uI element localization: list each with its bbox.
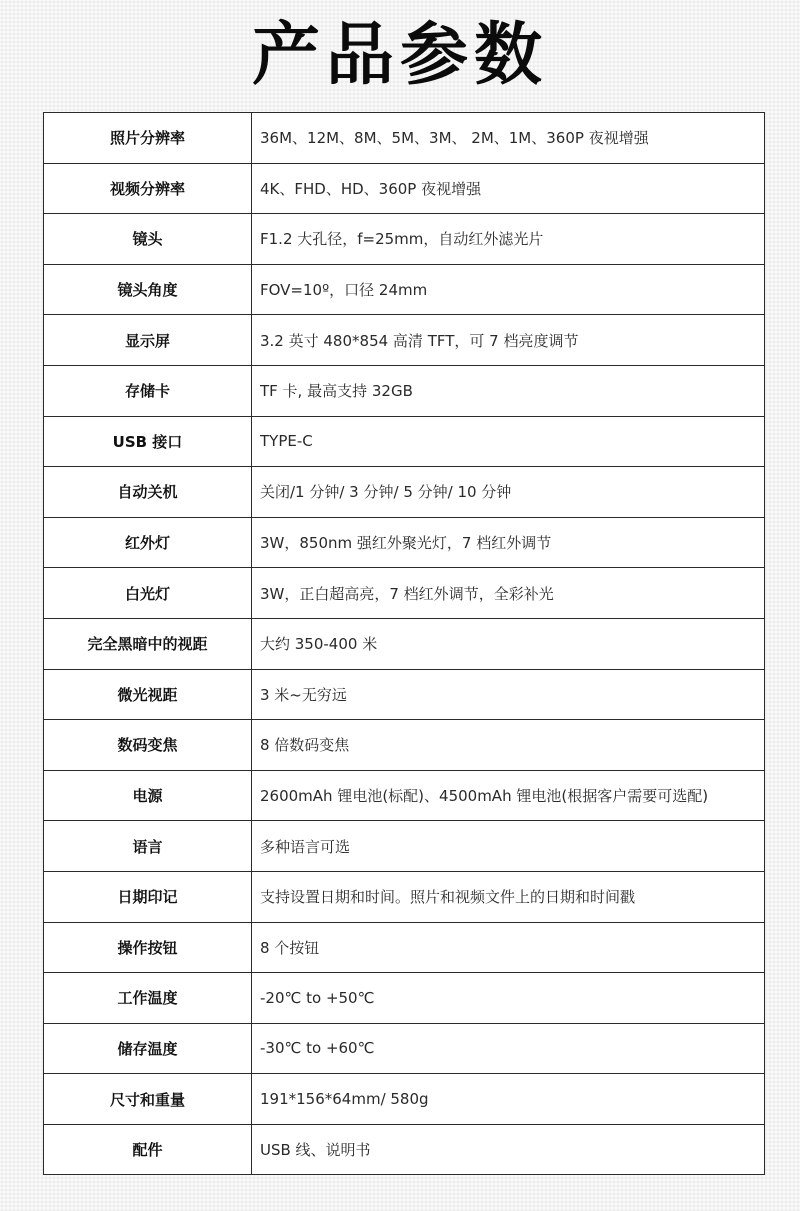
table-row	[44, 871, 765, 922]
table-row	[44, 770, 765, 821]
spec-value: TF 卡, 最高支持 32GB	[252, 365, 765, 416]
spec-label: 数码变焦	[44, 720, 252, 771]
table-row	[44, 365, 765, 416]
spec-value: 2600mAh 锂电池(标配)、4500mAh 锂电池(根据客户需要可选配)	[252, 770, 765, 821]
spec-label: 视频分辨率	[44, 163, 252, 214]
table-row	[44, 214, 765, 265]
table-row	[44, 416, 765, 467]
spec-label: 日期印记	[44, 871, 252, 922]
spec-value: FOV=10º，口径 24mm	[252, 264, 765, 315]
table-row	[44, 618, 765, 669]
spec-value: 3 米~无穷远	[252, 669, 765, 720]
table-row	[44, 315, 765, 366]
spec-label: 完全黑暗中的视距	[44, 618, 252, 669]
spec-value: F1.2 大孔径，f=25mm，自动红外滤光片	[252, 214, 765, 265]
spec-label: USB 接口	[44, 416, 252, 467]
spec-label: 电源	[44, 770, 252, 821]
spec-label: 白光灯	[44, 568, 252, 619]
spec-value: 191*156*64mm/ 580g	[252, 1074, 765, 1125]
spec-value: 关闭/1 分钟/ 3 分钟/ 5 分钟/ 10 分钟	[252, 467, 765, 518]
spec-label: 显示屏	[44, 315, 252, 366]
table-row	[44, 720, 765, 771]
spec-label: 存储卡	[44, 365, 252, 416]
spec-value: 3W，正白超高亮，7 档红外调节，全彩补光	[252, 568, 765, 619]
table-row	[44, 113, 765, 164]
spec-label: 自动关机	[44, 467, 252, 518]
table-row	[44, 1124, 765, 1175]
spec-label: 工作温度	[44, 973, 252, 1024]
spec-label: 红外灯	[44, 517, 252, 568]
table-row	[44, 1023, 765, 1074]
spec-value: USB 线、说明书	[252, 1124, 765, 1175]
spec-value: 3W，850nm 强红外聚光灯，7 档红外调节	[252, 517, 765, 568]
spec-value: 大约 350-400 米	[252, 618, 765, 669]
table-row	[44, 568, 765, 619]
spec-label: 微光视距	[44, 669, 252, 720]
spec-value: 3.2 英寸 480*854 高清 TFT，可 7 档亮度调节	[252, 315, 765, 366]
spec-label: 配件	[44, 1124, 252, 1175]
page-title: 产品参数	[251, 16, 548, 95]
spec-label: 储存温度	[44, 1023, 252, 1074]
table-row	[44, 821, 765, 872]
spec-label: 照片分辨率	[44, 113, 252, 164]
table-row	[44, 517, 765, 568]
spec-value: 36M、12M、8M、5M、3M、 2M、1M、360P 夜视增强	[252, 113, 765, 164]
spec-label: 操作按钮	[44, 922, 252, 973]
table-row	[44, 1074, 765, 1125]
spec-value: 8 个按钮	[252, 922, 765, 973]
spec-label: 镜头角度	[44, 264, 252, 315]
spec-value: 4K、FHD、HD、360P 夜视增强	[252, 163, 765, 214]
spec-value: -20℃ to +50℃	[252, 973, 765, 1024]
spec-value: 8 倍数码变焦	[252, 720, 765, 771]
spec-label: 语言	[44, 821, 252, 872]
spec-value: 支持设置日期和时间。照片和视频文件上的日期和时间戳	[252, 871, 765, 922]
table-row	[44, 467, 765, 518]
spec-value: 多种语言可选	[252, 821, 765, 872]
table-row	[44, 163, 765, 214]
spec-value: TYPE-C	[252, 416, 765, 467]
table-row	[44, 973, 765, 1024]
spec-table	[43, 112, 765, 1175]
table-row	[44, 669, 765, 720]
spec-label: 尺寸和重量	[44, 1074, 252, 1125]
spec-value: -30℃ to +60℃	[252, 1023, 765, 1074]
table-row	[44, 922, 765, 973]
table-row	[44, 264, 765, 315]
spec-label: 镜头	[44, 214, 252, 265]
